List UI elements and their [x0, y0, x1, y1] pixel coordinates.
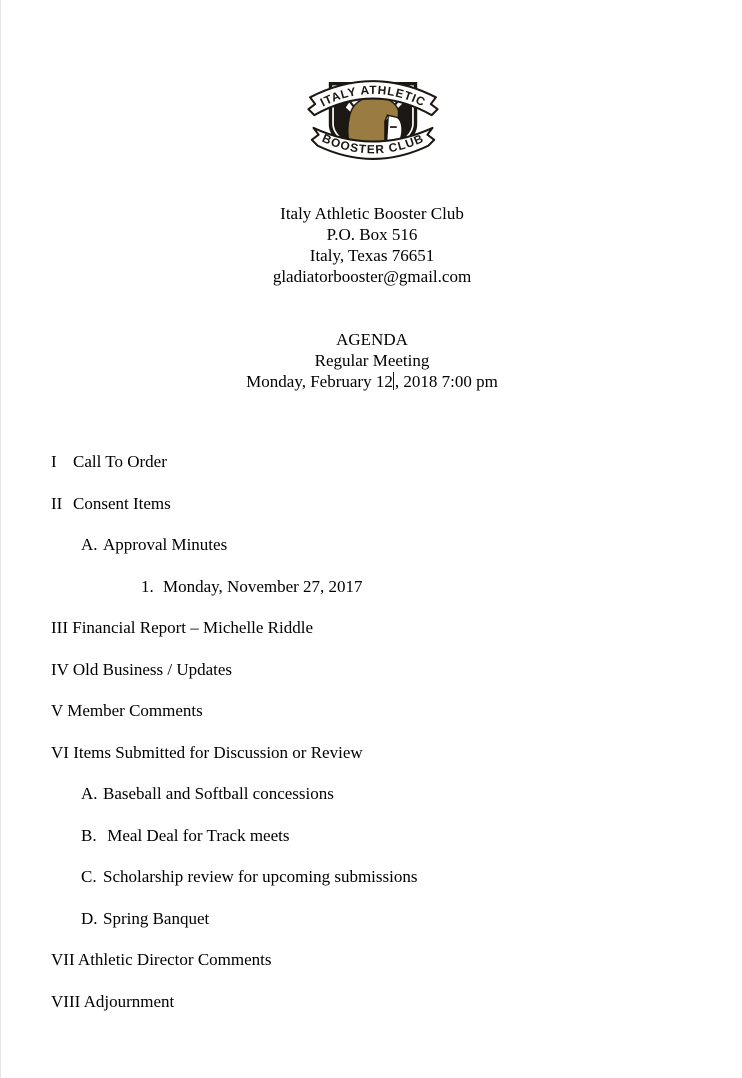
agenda-item-label: Scholarship review for upcoming submissions [103, 867, 418, 886]
agenda-item-marker: VIII [51, 991, 81, 1011]
agenda-item [51, 950, 701, 970]
agenda-item-marker: A. [81, 784, 98, 803]
agenda-item-label: Baseball and Softball concessions [103, 784, 334, 803]
club-logo [305, 58, 441, 174]
agenda-item-marker: VII [51, 950, 75, 969]
agenda-item-marker: A. [81, 535, 98, 554]
org-name: Italy Athletic Booster Club [280, 204, 464, 223]
logo-bottom-banner-text: BOOSTER CLUB [319, 131, 427, 157]
agenda-item [51, 618, 701, 638]
agenda-item [51, 701, 701, 721]
agenda-list [51, 452, 701, 1033]
agenda-item-label: Items Submitted for Discussion or Review [68, 742, 363, 762]
agenda-item-marker: D. [81, 908, 98, 928]
meeting-date-after-caret: , 2018 7:00 pm [394, 372, 498, 391]
agenda-item [51, 660, 701, 680]
agenda-item [51, 909, 701, 929]
agenda-item-label: Approval Minutes [103, 535, 228, 554]
agenda-item-label: Member Comments [62, 701, 203, 720]
meeting-heading-block [1, 329, 742, 392]
agenda-item-marker: V [51, 701, 63, 720]
agenda-item-label: Old Business / Updates [68, 659, 233, 679]
agenda-item-marker: 1. [141, 576, 154, 596]
agenda-item [51, 867, 701, 887]
meeting-date-line [1, 371, 742, 392]
agenda-item [51, 743, 701, 763]
agenda-title: AGENDA [336, 330, 408, 349]
agenda-item-label: Consent Items [73, 493, 171, 513]
agenda-item-label: Monday, November 27, 2017 [163, 576, 363, 596]
email-address: gladiatorbooster@gmail.com [272, 267, 472, 286]
agenda-item-label: Meal Deal for Track meets [103, 825, 290, 845]
city-state-zip-line: Italy, Texas 76651 [309, 246, 435, 265]
agenda-item-marker: III [51, 618, 68, 637]
meeting-date-before-caret: Monday, February 12 [246, 372, 393, 391]
meeting-subtitle: Regular Meeting [314, 351, 430, 370]
agenda-item-label: Adjournment [80, 991, 175, 1011]
agenda-item-label: Spring Banquet [103, 908, 210, 928]
agenda-item [51, 494, 701, 514]
agenda-item-label: Financial Report – Michelle Riddle [67, 618, 314, 637]
agenda-item [51, 535, 701, 555]
agenda-item-marker: B. [81, 825, 97, 845]
agenda-item [51, 452, 701, 472]
club-address-block [1, 203, 742, 287]
agenda-item-label: Call To Order [73, 452, 167, 471]
agenda-item [51, 992, 701, 1012]
agenda-item [51, 784, 701, 804]
po-box-line: P.O. Box 516 [326, 225, 418, 244]
agenda-item-label: Athletic Director Comments [74, 950, 272, 969]
agenda-item-marker: II [51, 493, 63, 513]
agenda-item [51, 577, 701, 597]
agenda-item-marker: I [51, 452, 57, 471]
agenda-item [51, 826, 701, 846]
agenda-item-marker: IV [51, 659, 69, 679]
logo-top-banner-text: ITALY ATHLETIC [317, 82, 429, 110]
agenda-item-marker: C. [81, 867, 97, 886]
agenda-item-marker: VI [51, 742, 69, 762]
